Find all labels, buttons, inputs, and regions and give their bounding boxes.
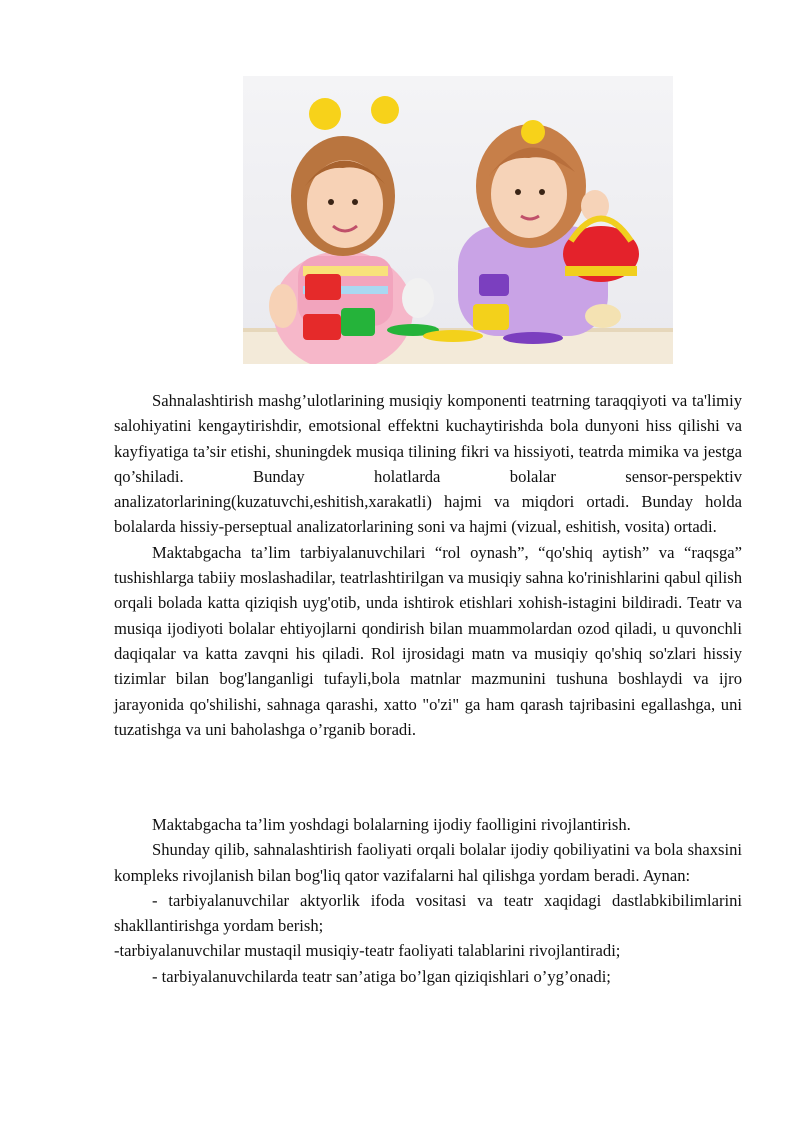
children-playing-photo <box>243 76 673 364</box>
body-text <box>114 388 742 742</box>
bullet-item: - tarbiyalanuvchilarda teatr san’atiga bo’lgan qiziqishlari o’yg’onadi; <box>152 966 611 986</box>
body-text-continued <box>114 812 742 989</box>
paragraph-music-component: Sahnalashtirish mashg’ulotlarining musiqiy komponenti teatrning taraqqiyoti va ta'limiy salohiyatini kengaytirishdir, emotsional effektni kuchaytirishda bola dunyoni hiss qilishi va kayfiyatiga ta’sir etishi, shuningdek musiqa tilining fikri va hissiyoti, teatrda mimika va jestga qo’shiladi. Bunday holatlarda bolalar sensor-perspektiv analizatorlarining(kuzatuvchi,eshitish,xarakatli) hajmi va miqdori ortadi. Bunday holda bolalarda hissiy-perseptual analizatorlarining soni va hajmi (vizual, eshitish, vosita) ortadi. <box>114 391 742 537</box>
paragraph-staging-activity: Shunday qilib, sahnalashtirish faoliyati orqali bolalar ijodiy qobiliyatini va bola shaxsini kompleks rivojlanish bilan bog'liq qator vazifalarni hal qilishga yordam beradi. Aynan: <box>114 840 742 885</box>
bullet-item: -tarbiyalanuvchilar mustaqil musiqiy-teatr faoliyati talablarini rivojlantiradi; <box>114 941 621 961</box>
paragraph-preschool-roles: Maktabgacha ta’lim tarbiyalanuvchilari “rol oynash”, “qo'shiq aytish” va “raqsga” tushishlarga tabiiy moslashadilar, teatrlashtirilgan va musiqiy sahna ko'rinishlarini qabul qilish orqali bolada katta qiziqish uyg'otib, unda ishtirok etishlari xohish-istagini bildiradi. Teatr va musiqa ijodiyoti bolalar ehtiyojlarni qondirish bilan muammolardan ozod qiladi, u quvonchli daqiqalar va katta zavqni his qiladi. Rol ijrosidagi matn va musiqiy qo'shiq so'zlari hissiy tizimlar bilan bog'langanligi tufayli,bola matnlar mazmunini tushuna boshlaydi va ijro jarayonida qo'shilishi, sahnaga qarashi, xatto "o'zi" ga ham qarash tajribasini egallashga, uni tuzatishga va uni baholashga o’rganib boradi. <box>114 542 742 739</box>
section-heading-creativity: Maktabgacha ta’lim yoshdagi bolalarning ijodiy faolligini rivojlantirish. <box>152 815 631 834</box>
bullet-item: - tarbiyalanuvchilar aktyorlik ifoda vositasi va teatr xaqidagi dastlabkibilimlarini shakllantirishga yordam berish; <box>114 890 742 936</box>
